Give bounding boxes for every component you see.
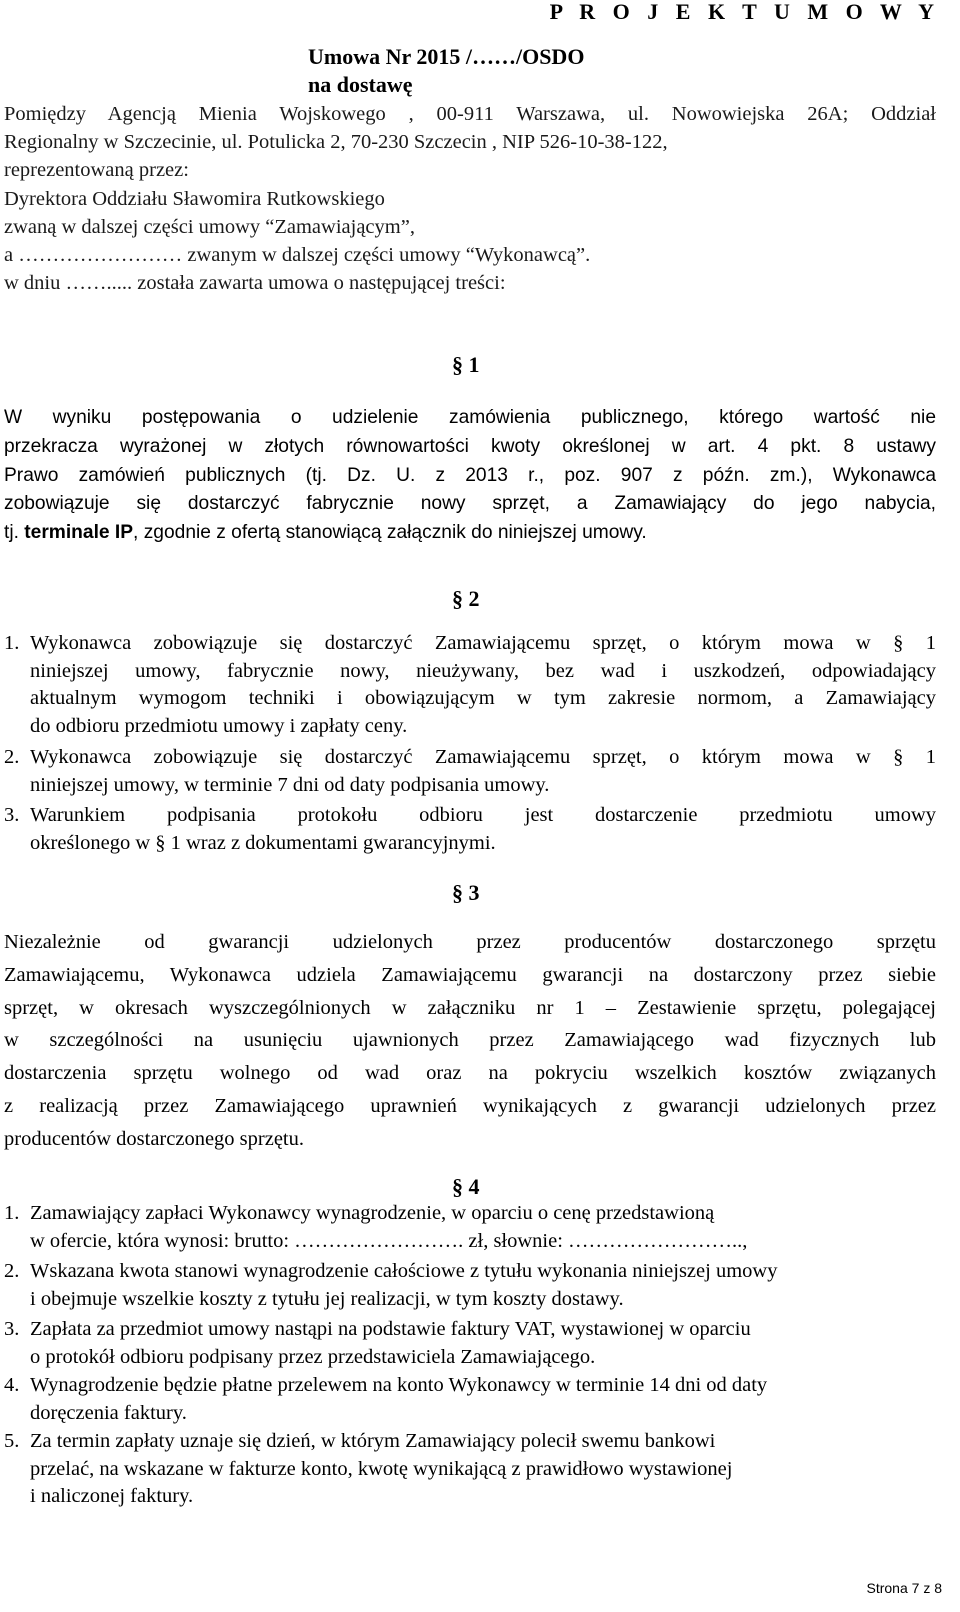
- section-line-prefix: tj.: [4, 522, 25, 544]
- parties-line: Pomiędzy Agencją Mienia Wojskowego , 00-911 Warszawa, ul. Nowowiejska 26A; Oddział: [4, 103, 936, 125]
- item-number: 1.: [4, 1202, 20, 1224]
- section-line: sprzęt, w okresach wyszczególnionych w załączniku nr 1 – Zestawienie sprzętu, polegającej: [4, 996, 936, 1019]
- section-1-text: [4, 404, 936, 548]
- section-heading: § 2: [452, 586, 480, 611]
- item-line: i naliczonej faktury.: [30, 1485, 194, 1508]
- item-line: Zapłata za przedmiot umowy nastąpi na podstawie faktury VAT, wystawionej w oparciu: [30, 1318, 751, 1340]
- list-item: [4, 744, 936, 799]
- item-line: przelać, na wskazane w fakturze konto, kwotę wynikającą z prawidłowo wystawionej: [30, 1457, 733, 1480]
- section-line: producentów dostarczonego sprzętu.: [4, 1127, 304, 1150]
- item-line: niniejszej umowy, w terminie 7 dni od daty podpisania umowy.: [30, 773, 550, 796]
- draft-stamp: P R O J E K T U M O W Y: [549, 0, 940, 24]
- item-number: 3.: [4, 1318, 20, 1340]
- item-line: do odbioru przedmiotu umowy i zapłaty ceny.: [30, 714, 408, 737]
- section-line: Niezależnie od gwarancji udzielonych przez producentów dostarczonego sprzętu: [4, 931, 936, 953]
- item-line: Wykonawca zobowiązuje się dostarczyć Zamawiającemu sprzęt, o którym mowa w § 1: [30, 632, 936, 654]
- list-item: [4, 1372, 936, 1427]
- list-item: [4, 630, 936, 740]
- contract-parties: [4, 100, 936, 297]
- item-number: 3.: [4, 804, 20, 826]
- item-line: Wynagrodzenie będzie płatne przelewem na konto Wykonawcy w terminie 14 dni od daty: [30, 1374, 768, 1396]
- item-line: aktualnym wymogom techniki i obowiązującym w tym zakresie normom, a Zamawiający: [30, 687, 936, 710]
- subject-of-contract: terminale IP: [24, 522, 134, 544]
- parties-line: reprezentowaną przez:: [4, 159, 189, 182]
- item-number: 1.: [4, 632, 20, 654]
- section-line: Zamawiającemu, Wykonawca udziela Zamawiającemu gwarancji na dostarczony przez siebie: [4, 963, 936, 986]
- section-heading: § 4: [452, 1174, 480, 1199]
- item-line: o protokół odbioru podpisany przez przedstawiciela Zamawiającego.: [30, 1345, 596, 1368]
- section-3-text: [4, 926, 936, 1156]
- list-item: [4, 1316, 936, 1371]
- parties-line: Dyrektora Oddziału Sławomira Rutkowskiego: [4, 187, 385, 210]
- item-line: Wskazana kwota stanowi wynagrodzenie całościowe z tytułu wykonania niniejszej umowy: [30, 1260, 778, 1282]
- item-line: doręczenia faktury.: [30, 1401, 187, 1424]
- parties-line: w dniu ……..... została zawarta umowa o następującej treści:: [4, 272, 506, 295]
- item-line: Za termin zapłaty uznaje się dzień, w którym Zamawiający polecił swemu bankowi: [30, 1430, 716, 1452]
- parties-line: a …………………… zwanym w dalszej części umowy “Wykonawcą”.: [4, 244, 591, 267]
- section-line: przekracza wyrażonej w złotych równowartości kwoty określonej w art. 4 pkt. 8 ustawy: [4, 435, 936, 457]
- section-line: [4, 519, 936, 548]
- item-number: 4.: [4, 1374, 20, 1396]
- item-line: Zamawiający zapłaci Wykonawcy wynagrodzenie, w oparciu o cenę przedstawioną: [30, 1202, 715, 1224]
- list-item: [4, 1428, 936, 1511]
- item-number: 2.: [4, 746, 20, 768]
- contract-subtitle: na dostawę: [308, 72, 413, 97]
- page-number: Strona 7 z 8: [866, 1580, 942, 1596]
- section-heading: § 3: [452, 880, 480, 905]
- list-item: [4, 1200, 936, 1255]
- section-line: dostarczenia sprzętu wolnego od wad oraz na pokryciu wszelkich kosztów związanych: [4, 1062, 936, 1085]
- section-line: W wyniku postępowania o udzielenie zamówienia publicznego, którego wartość nie: [4, 407, 936, 428]
- list-item: [4, 1258, 936, 1313]
- section-line: w szczególności na usunięciu ujawnionych przez Zamawiającego wad fizycznych lub: [4, 1029, 936, 1052]
- section-line: Prawo zamówień publicznych (tj. Dz. U. z 2013 r., poz. 907 z późn. zm.), Wykonawca: [4, 464, 936, 486]
- item-number: 5.: [4, 1430, 20, 1452]
- item-line: określonego w § 1 wraz z dokumentami gwarancyjnymi.: [30, 831, 496, 854]
- section-line: zobowiązuje się dostarczyć fabrycznie nowy sprzęt, a Zamawiający do jego nabycia,: [4, 493, 936, 515]
- item-line: Wykonawca zobowiązuje się dostarczyć Zamawiającemu sprzęt, o którym mowa w § 1: [30, 746, 936, 768]
- section-line-suffix: , zgodnie z ofertą stanowiącą załącznik do niniejszej umowy.: [133, 522, 647, 544]
- item-line: i obejmuje wszelkie koszty z tytułu jej realizacji, w tym koszty dostawy.: [30, 1287, 624, 1310]
- parties-line: Regionalny w Szczecinie, ul. Potulicka 2, 70-230 Szczecin , NIP 526-10-38-122,: [4, 131, 668, 154]
- parties-line: zwaną w dalszej części umowy “Zamawiającym”,: [4, 215, 415, 238]
- section-line: z realizacją przez Zamawiającego uprawnień wynikających z gwarancji udzielonych przez: [4, 1094, 936, 1117]
- contract-title: Umowa Nr 2015 /……/OSDO: [308, 44, 585, 69]
- list-item: [4, 802, 936, 857]
- item-line: Warunkiem podpisania protokołu odbioru jest dostarczenie przedmiotu umowy: [30, 804, 936, 826]
- item-number: 2.: [4, 1260, 20, 1282]
- item-line: niniejszej umowy, fabrycznie nowy, nieużywany, bez wad i uszkodzeń, odpowiadający: [30, 659, 936, 682]
- item-line: w ofercie, która wynosi: brutto: ……………………. zł, słownie: ……………………..,: [30, 1229, 748, 1252]
- section-heading: § 1: [452, 352, 480, 377]
